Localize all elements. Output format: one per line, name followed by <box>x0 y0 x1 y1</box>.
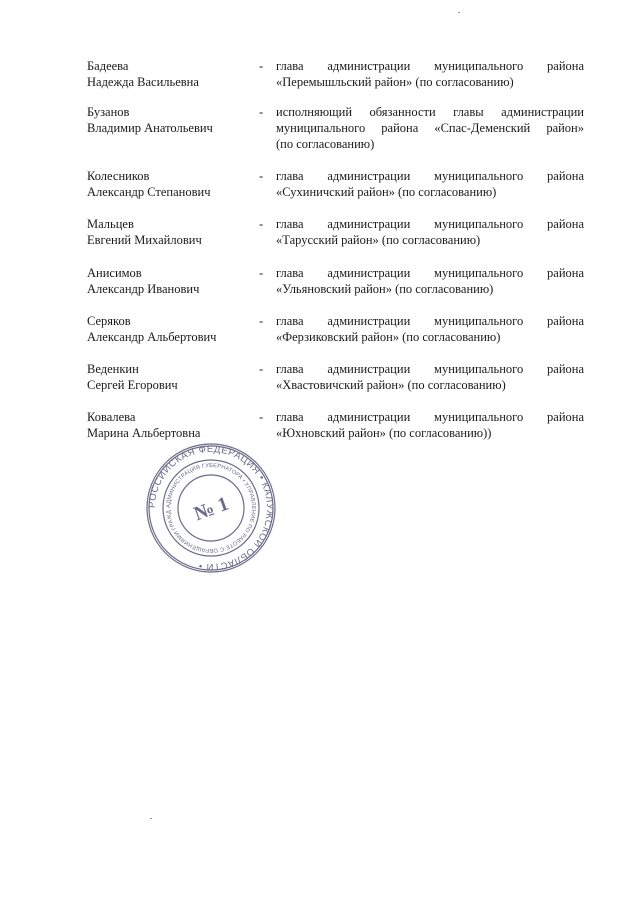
scan-speck <box>150 818 152 819</box>
given-names: Александр Альбертович <box>87 330 217 344</box>
seal-outer-text: РОССИЙСКАЯ ФЕДЕРАЦИЯ • КАЛУЖСКОЙ ОБЛАСТИ • <box>146 443 276 573</box>
person-name <box>87 168 257 200</box>
dash-separator: - <box>259 314 264 328</box>
surname: Серяков <box>87 314 131 328</box>
dash-separator: - <box>259 217 264 231</box>
dash-separator: - <box>259 169 264 183</box>
dash-separator: - <box>259 266 264 280</box>
surname: Бадеева <box>87 59 129 73</box>
role-line: «Ульяновский район» (по согласованию) <box>276 282 494 296</box>
given-names: Евгений Михайлович <box>87 233 202 247</box>
given-names: Александр Степанович <box>87 185 211 199</box>
role-line: «Сухиничский район» (по согласованию) <box>276 185 497 199</box>
person-name <box>87 361 257 393</box>
role-description <box>276 361 584 393</box>
surname: Мальцев <box>87 217 134 231</box>
role-line: (по согласованию) <box>276 137 375 151</box>
seal-stamp-icon <box>143 441 279 575</box>
role-line: глава администрации муниципального района <box>276 217 584 231</box>
role-line: глава администрации муниципального района <box>276 59 584 73</box>
dash-separator: - <box>259 362 264 376</box>
surname: Ковалева <box>87 410 136 424</box>
role-description <box>276 409 584 441</box>
role-description <box>276 313 584 345</box>
role-description <box>276 216 584 248</box>
role-line: «Тарусский район» (по согласованию) <box>276 233 481 247</box>
role-line: «Перемышльский район» (по согласованию) <box>276 75 514 89</box>
given-names: Сергей Егорович <box>87 378 178 392</box>
dash-separator: - <box>259 59 264 73</box>
role-description <box>276 265 584 297</box>
role-description <box>276 168 584 200</box>
role-description <box>276 58 584 90</box>
person-name <box>87 265 257 297</box>
role-line: исполняющий обязанности главы администрации <box>276 105 584 119</box>
person-name <box>87 216 257 248</box>
role-line: «Хвастовичский район» (по согласованию) <box>276 378 506 392</box>
role-line: глава администрации муниципального района <box>276 169 584 183</box>
given-names: Марина Альбертовна <box>87 426 201 440</box>
role-line: глава администрации муниципального района <box>276 266 584 280</box>
role-description <box>276 104 584 152</box>
surname: Анисимов <box>87 266 142 280</box>
seal-inner-text: АДМИНИСТРАЦИЯ ГУБЕРНАТОРА • УПРАВЛЕНИЕ ПО РАБОТЕ С ОБРАЩЕНИЯМИ ГРАЖД <box>165 462 257 554</box>
given-names: Владимир Анатольевич <box>87 121 213 135</box>
given-names: Александр Иванович <box>87 282 200 296</box>
surname: Колесников <box>87 169 150 183</box>
role-line: муниципального района «Спас-Деменский район» <box>276 121 584 135</box>
scan-speck <box>458 12 460 13</box>
official-seal <box>143 441 279 575</box>
dash-separator: - <box>259 105 264 119</box>
person-name <box>87 409 257 441</box>
role-line: глава администрации муниципального района <box>276 362 584 376</box>
role-line: «Юхновский район» (по согласованию)) <box>276 426 492 440</box>
person-name <box>87 313 257 345</box>
person-name <box>87 58 257 90</box>
surname: Веденкин <box>87 362 139 376</box>
role-line: глава администрации муниципального района <box>276 410 584 424</box>
role-line: глава администрации муниципального района <box>276 314 584 328</box>
seal-number: № 1 <box>191 492 232 526</box>
dash-separator: - <box>259 410 264 424</box>
person-name <box>87 104 257 136</box>
given-names: Надежда Васильевна <box>87 75 199 89</box>
role-line: «Ферзиковский район» (по согласованию) <box>276 330 501 344</box>
surname: Бузанов <box>87 105 130 119</box>
